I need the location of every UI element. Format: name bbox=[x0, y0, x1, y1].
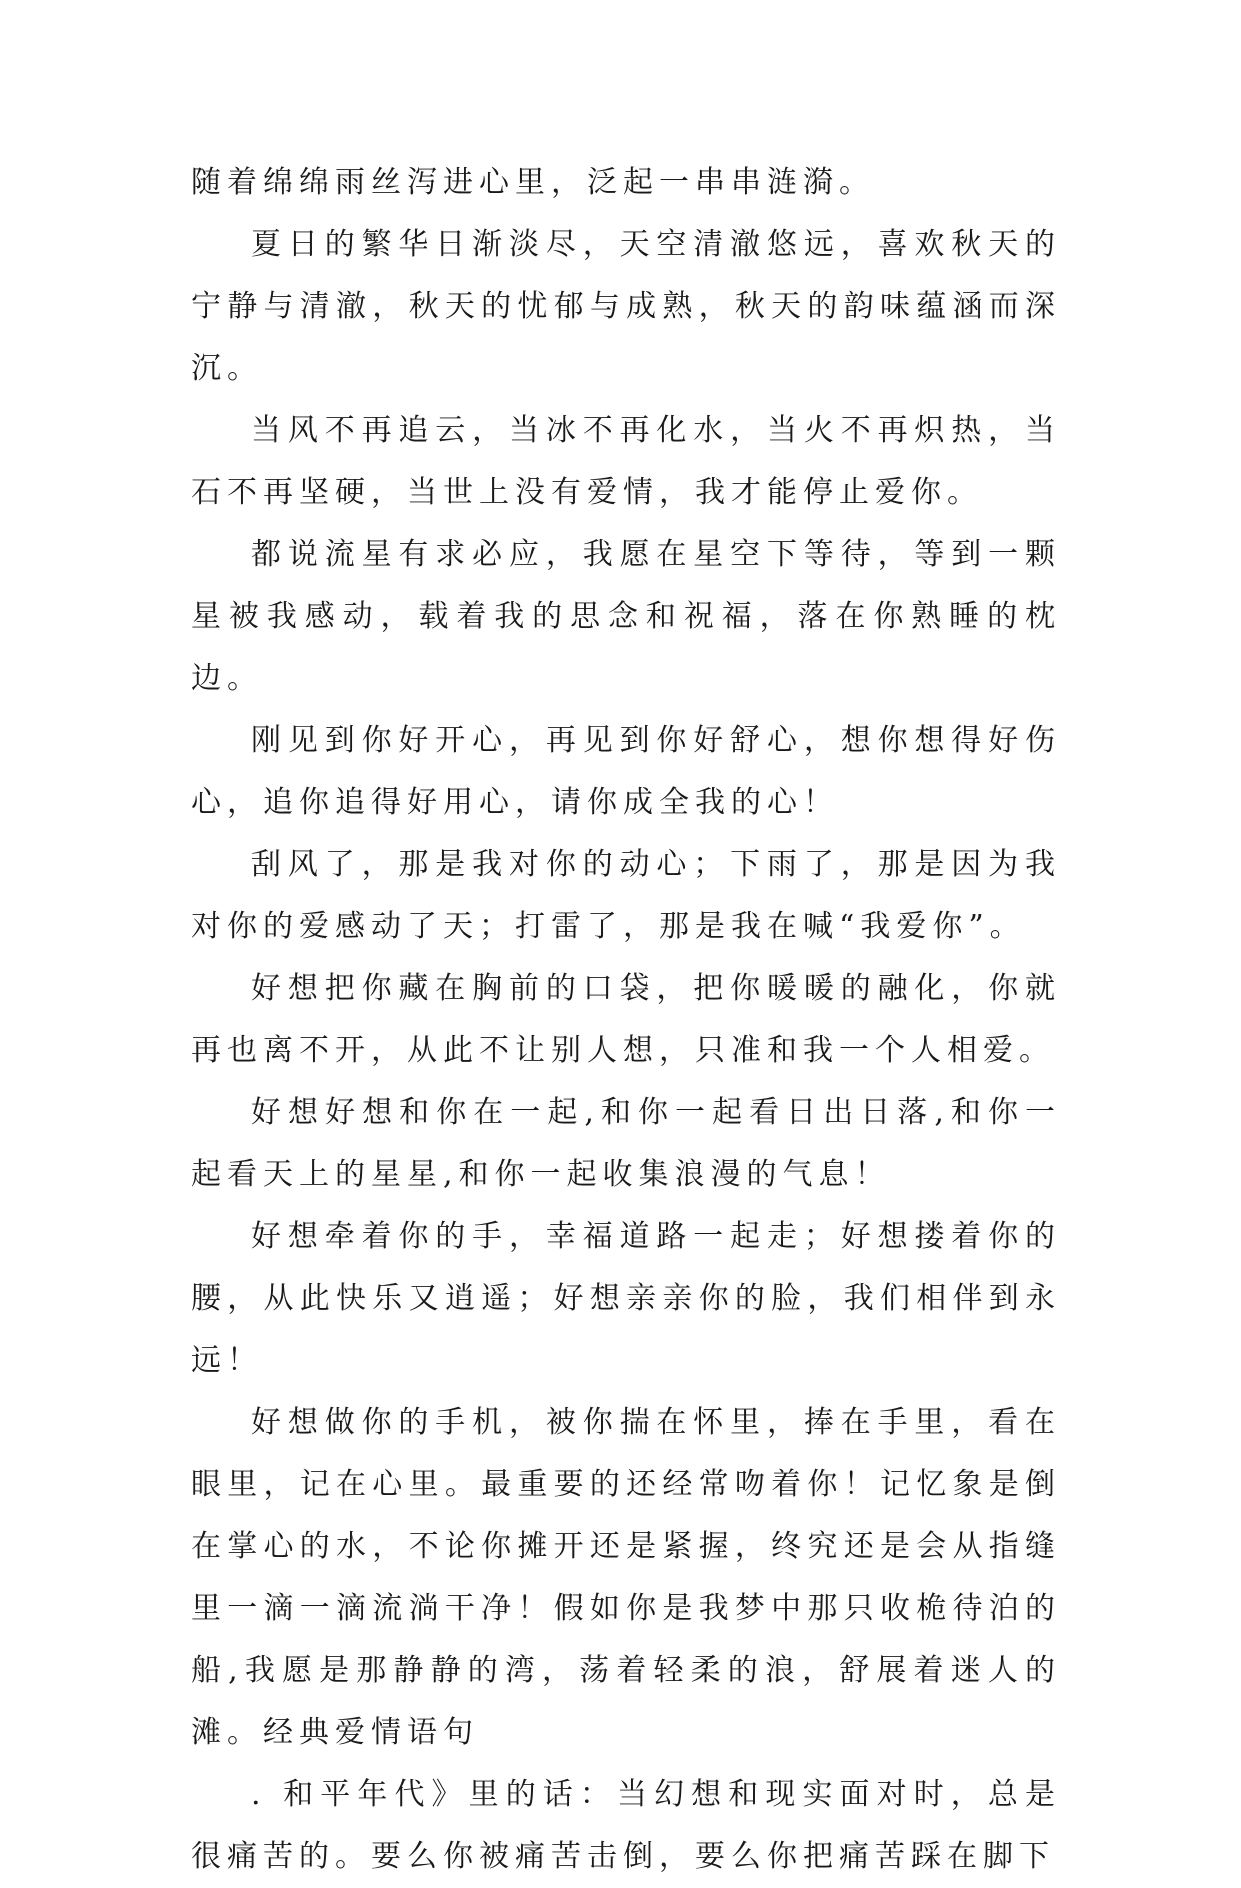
paragraph-2: 夏日的繁华日渐淡尽，天空清澈悠远，喜欢秋天的宁静与清澈，秋天的忧郁与成熟，秋天的韵味蕴涵而深沉。 bbox=[191, 227, 1061, 386]
paragraph-7: 好想把你藏在胸前的口袋，把你暖暖的融化，你就再也离不开，从此不让别人想，只准和我一个人相爱。 bbox=[191, 971, 1061, 1068]
paragraph-3: 当风不再追云，当冰不再化水，当火不再炽热，当石不再坚硬，当世上没有爱情，我才能停止爱你。 bbox=[191, 413, 1061, 510]
paragraph-9: 好想牵着你的手，幸福道路一起走；好想搂着你的腰，从此快乐又逍遥；好想亲亲你的脸，我们相伴到永远！ bbox=[191, 1219, 1061, 1378]
paragraph-11: . 和平年代》里的话：当幻想和现实面对时，总是很痛苦的。要么你被痛苦击倒，要么你把痛苦踩在脚下 bbox=[191, 1777, 1061, 1874]
paragraph-4: 都说流星有求必应，我愿在星空下等待，等到一颗星被我感动，载着我的思念和祝福，落在你熟睡的枕边。 bbox=[191, 537, 1061, 696]
paragraph-6: 刮风了，那是我对你的动心；下雨了，那是因为我对你的爱感动了天；打雷了，那是我在喊“我爱你”。 bbox=[191, 847, 1061, 944]
paragraph-5: 刚见到你好开心，再见到你好舒心，想你想得好伤心，追你追得好用心，请你成全我的心！ bbox=[191, 723, 1061, 820]
paragraph-1: 随着绵绵雨丝泻进心里，泛起一串串涟漪。 bbox=[191, 165, 875, 200]
paragraph-10: 好想做你的手机，被你揣在怀里，捧在手里，看在眼里，记在心里。最重要的还经常吻着你！记忆象是倒在掌心的水，不论你摊开还是紧握，终究还是会从指缝里一滴一滴流淌干净！假如你是我梦中那只收桅待泊的船,我愿是那静静的湾，荡着轻柔的浪，舒展着迷人的滩。经典爱情语句 bbox=[191, 1405, 1061, 1750]
paragraph-8: 好想好想和你在一起,和你一起看日出日落,和你一起看天上的星星,和你一起收集浪漫的气息！ bbox=[191, 1095, 1061, 1192]
document-body bbox=[191, 152, 1061, 1888]
